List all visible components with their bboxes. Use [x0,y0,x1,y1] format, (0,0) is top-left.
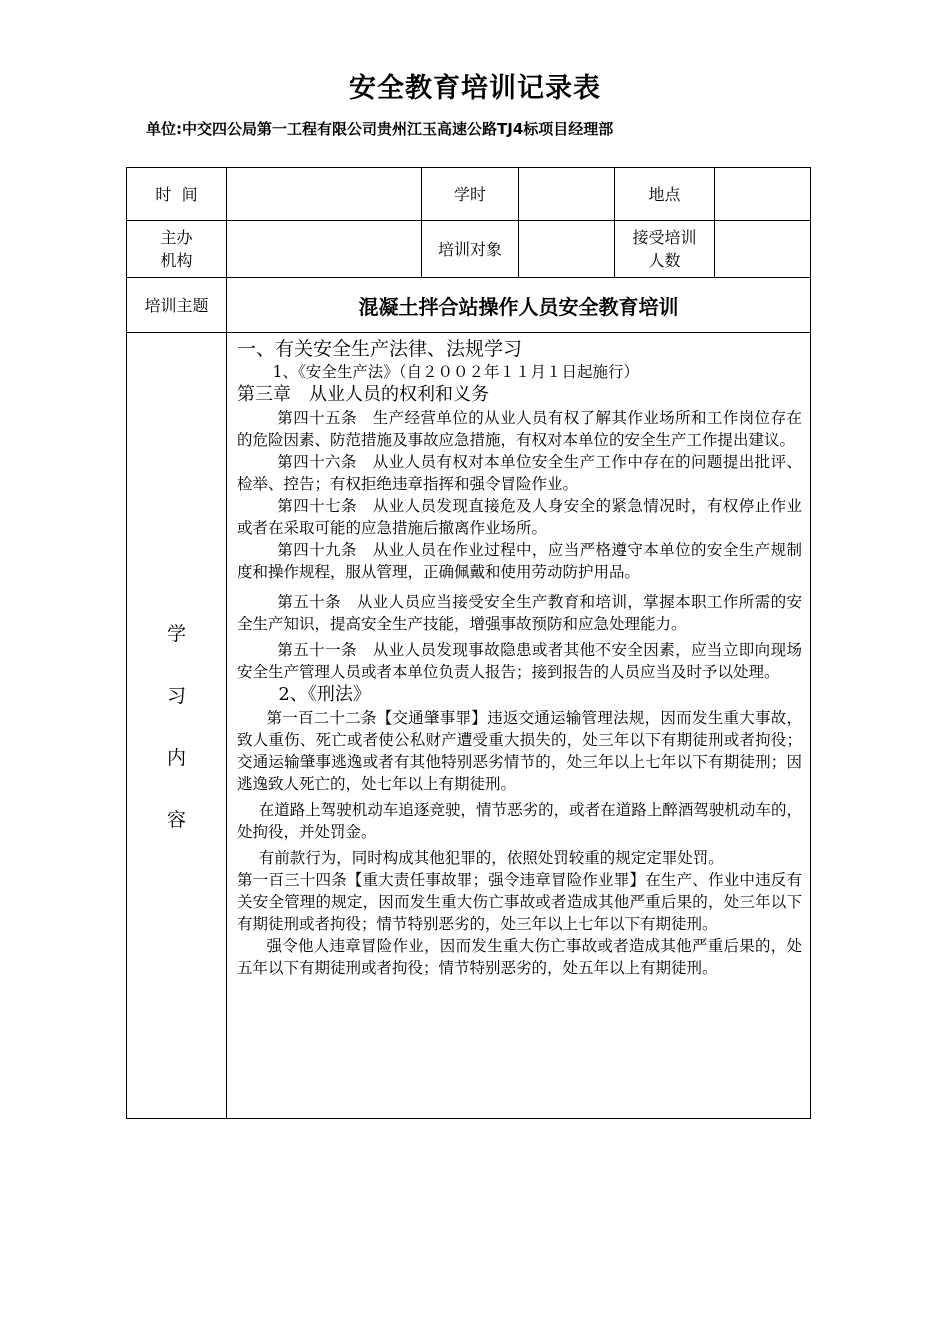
law-2-heading: 2、《刑法》 [278,684,371,705]
row-theme [127,278,811,333]
study-content [227,333,811,1119]
article-122: 第一百二十二条【交通肇事罪】违返交通运输管理法规，因而发生重大事故，致人重伤、死亡或者使公私财产遭受重大损失的，处三年以下有期徒刑或者拘役；交通运输肇事逃逸或者有其他特别恶劣情节的，处三年以上七年以下有期徒刑；因逃逸致人死亡的，处七年以上有期徒刑。 [237,709,802,793]
theme-label: 培训主题 [127,278,227,333]
article-134: 第一百三十四条【重大责任事故罪；强令违章冒险作业罪】在生产、作业中违反有关安全管理的规定，因而发生重大伤亡事故或者造成其他严重后果的，处三年以下有期徒刑或者拘役；情节特别恶劣的，处三年以上七年以下有期徒刑。 [237,871,802,933]
target-value [519,221,615,278]
row-organizer [127,221,811,278]
count-label [615,221,715,278]
article-51: 第五十一条 从业人员发现事故隐患或者其他不安全因素，应当立即向现场安全生产管理人员或者本单位负责人报告；接到报告的人员应当及时予以处理。 [237,641,802,681]
place-value [715,168,811,221]
row-time [127,168,811,221]
target-label: 培训对象 [422,221,519,278]
law-1-heading: 1、《安全生产法》（自２００２年１１月１日起施行） [272,363,640,381]
time-label: 时 间 [127,168,227,221]
organizer-label [127,221,227,278]
count-value [715,221,811,278]
content-label-char-2: 习 [166,685,186,707]
unit-line: 单位:中交四公局第一工程有限公司贵州江玉高速公路TJ4标项目经理部 [146,120,614,138]
training-record-table [126,167,811,1119]
count-label-line1: 接受培训 [632,228,697,247]
article-45: 第四十五条 生产经营单位的从业人员有权了解其作业场所和工作岗位存在的危险因素、防范措施及事故应急措施，有权对本单位的安全生产工作提出建议。 [237,409,802,449]
content-label-char-4: 容 [166,809,186,831]
organizer-label-line2: 机构 [160,251,193,270]
paragraph-prior-clause: 有前款行为，同时构成其他犯罪的，依照处罚较重的规定定罪处罚。 [258,849,724,867]
content-label [127,333,227,1119]
article-49: 第四十九条 从业人员在作业过程中，应当严格遵守本单位的安全生产规制度和操作规程，服从管理，正确佩戴和使用劳动防护用品。 [237,541,802,581]
row-content [127,333,811,1119]
paragraph-drunk-driving: 在道路上驾驶机动车追逐竞驶，情节恶劣的，或者在道路上醉酒驾驶机动车的，处拘役，并处罚金。 [237,801,802,841]
article-46: 第四十六条 从业人员有权对本单位安全生产工作中存在的问题提出批评、检举、控告；有权拒绝违章指挥和强令冒险作业。 [237,453,802,493]
chapter-heading: 第三章 从业人员的权利和义务 [237,384,489,405]
content-label-char-3: 内 [166,747,186,769]
organizer-value [227,221,422,278]
hours-label: 学时 [422,168,519,221]
hours-value [519,168,615,221]
time-value [227,168,422,221]
place-label: 地点 [615,168,715,221]
paragraph-forced-risk: 强令他人违章冒险作业，因而发生重大伤亡事故或者造成其他严重后果的，处五年以下有期徒刑或者拘役；情节特别恶劣的，处五年以上有期徒刑。 [237,937,802,977]
section-heading: 一、有关安全生产法律、法规学习 [237,338,523,360]
content-label-char-1: 学 [166,623,186,645]
document-title: 安全教育培训记录表 [349,73,601,104]
theme-value: 混凝土拌合站操作人员安全教育培训 [227,278,811,333]
organizer-label-line1: 主办 [160,228,193,247]
article-47: 第四十七条 从业人员发现直接危及人身安全的紧急情况时，有权停止作业或者在采取可能的应急措施后撤离作业场所。 [237,497,802,537]
article-50: 第五十条 从业人员应当接受安全生产教育和培训，掌握本职工作所需的安全生产知识，提高安全生产技能，增强事故预防和应急处理能力。 [237,593,802,633]
count-label-line2: 人数 [648,251,681,270]
